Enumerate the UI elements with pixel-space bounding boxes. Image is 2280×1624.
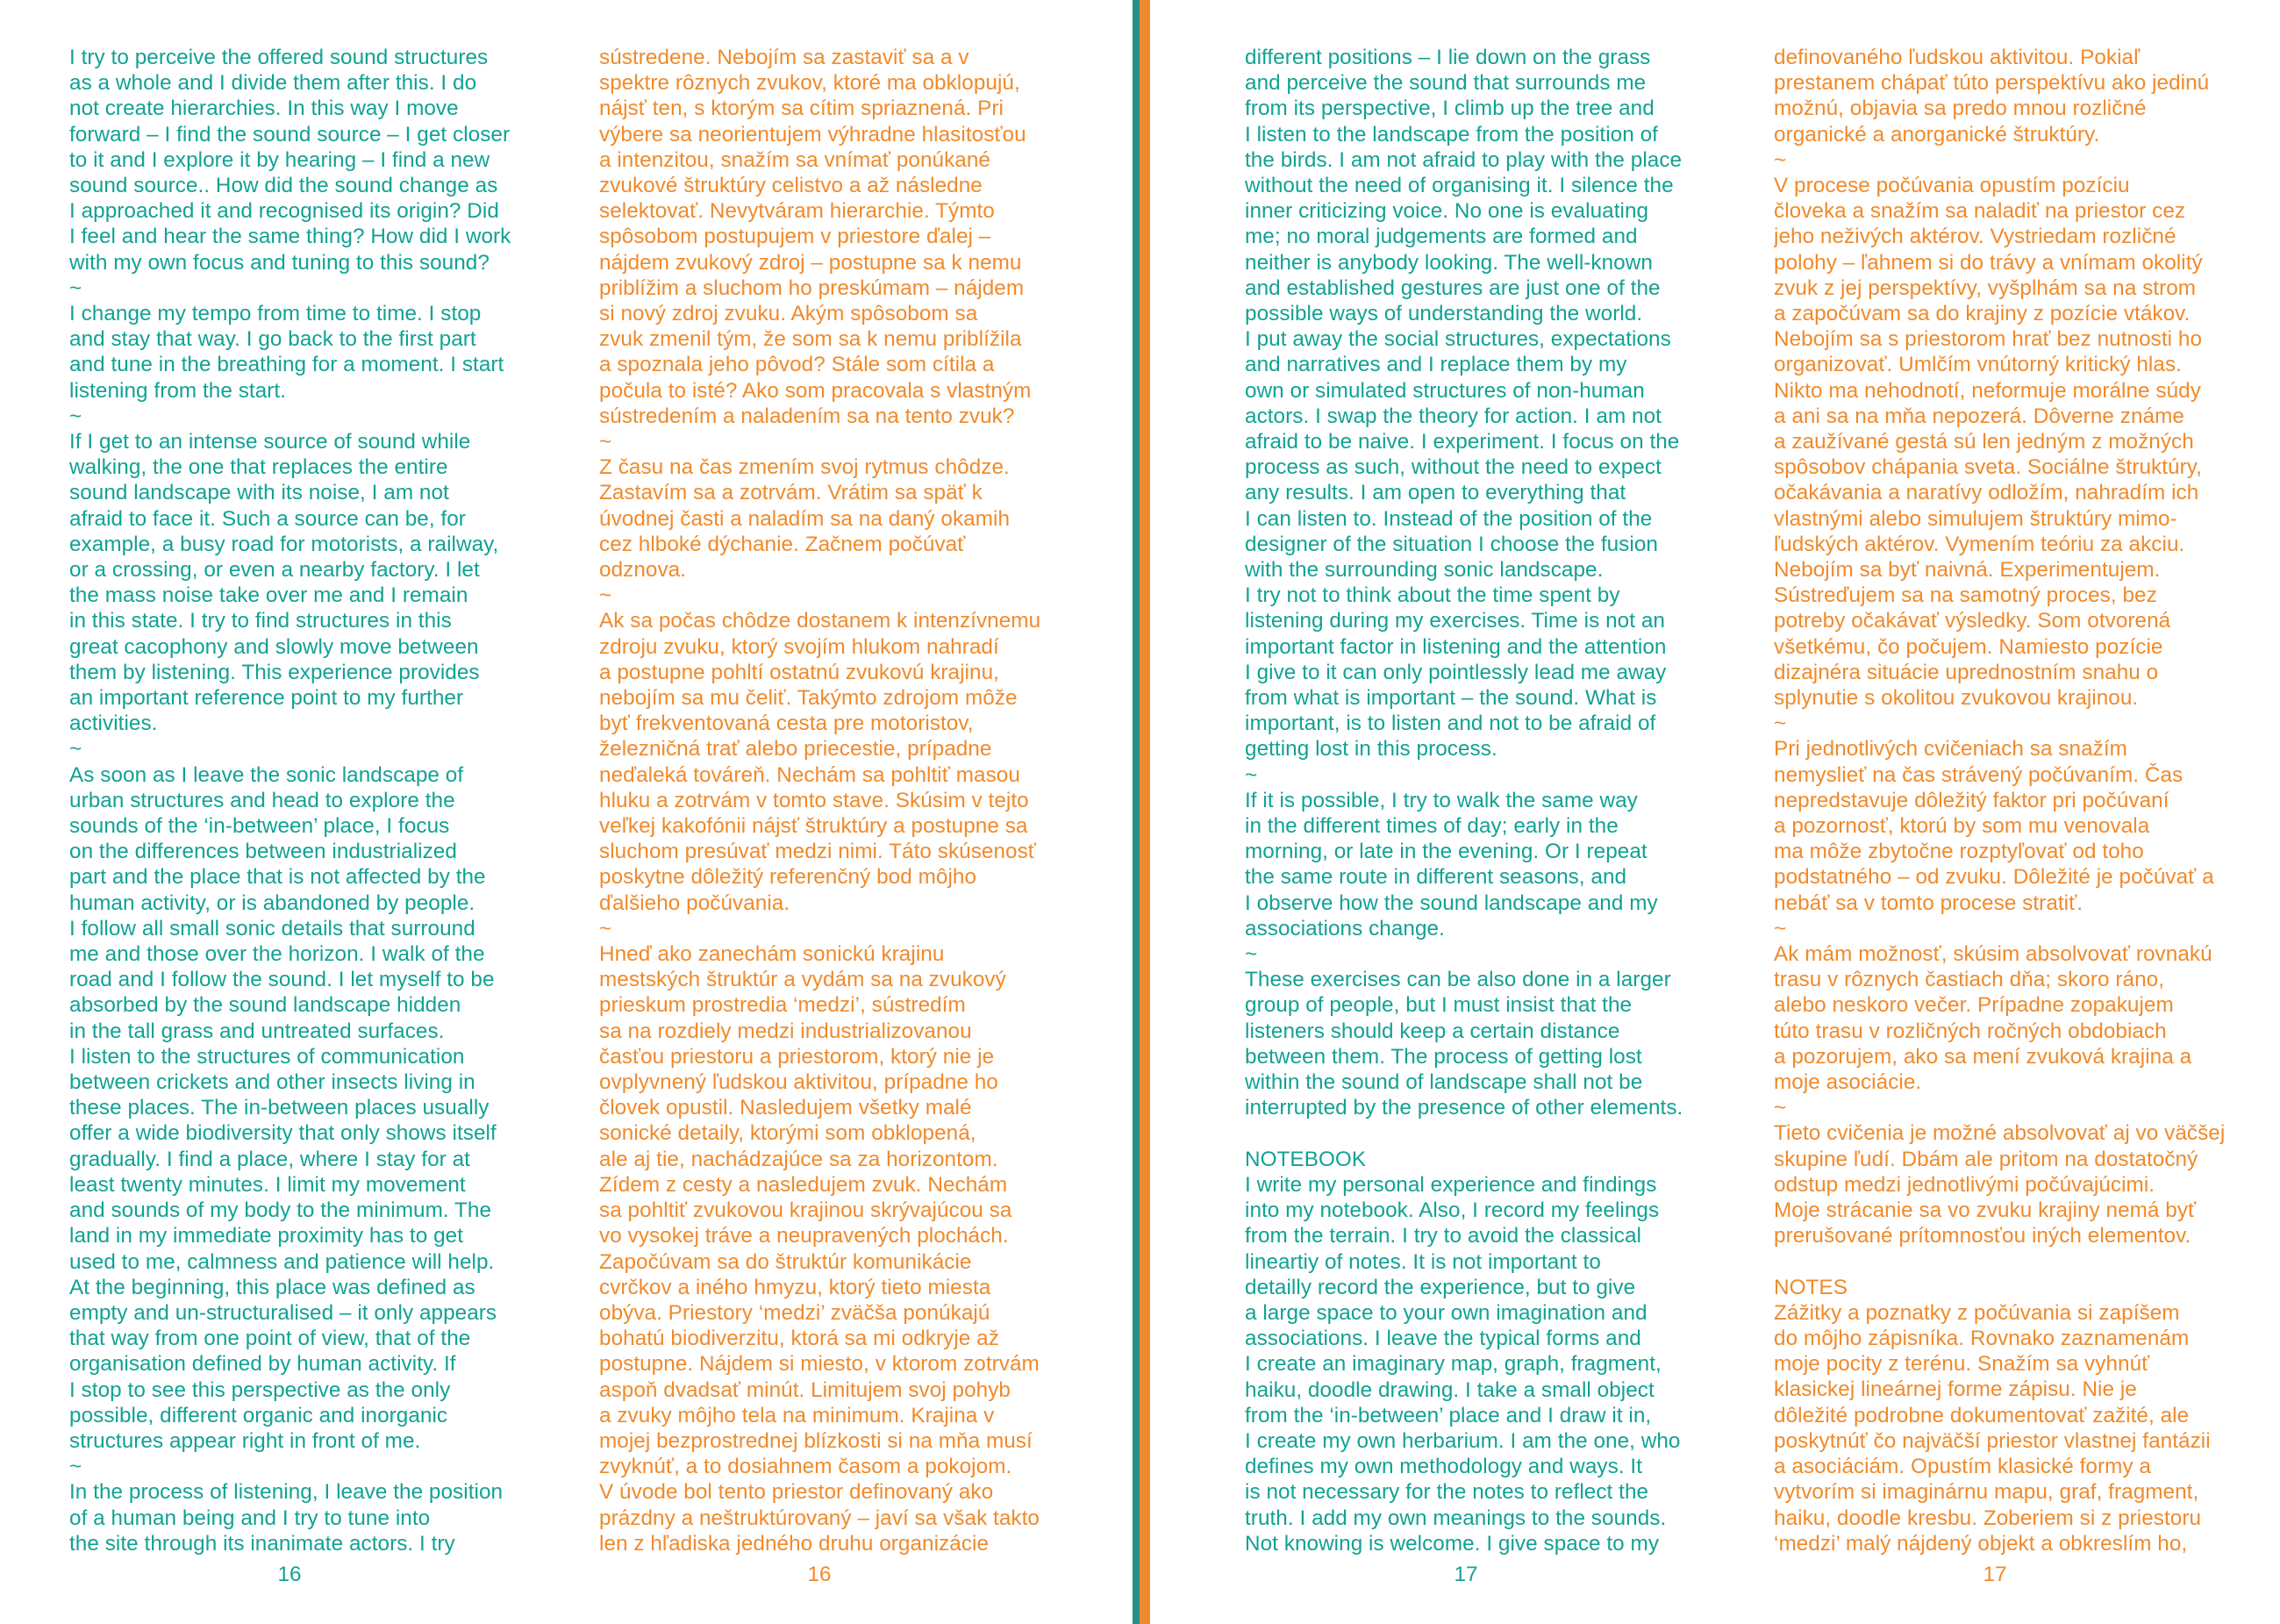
right-page [1145,0,2280,1624]
page-number: 16 [277,1563,302,1586]
paragraph: As soon as I leave the sonic landscape of urban structures and head to explore the sounds of the ‘in-between’ place, I focus on the differences between industrialized part and the place that is not affected by the human activity, or is abandoned by people. I follow all small sonic details that surround me and those over the horizon. I walk of the road and I follow the sound. I let myself to be absorbed by the sound landscape hidden in the tall grass and untreated surfaces. I listen to the structures of communication between crickets and other insects living in these places. The in-between places usually offer a wide biodiversity that only shows itself gradually. I find a place, where I stay for at least twenty minutes. I limit my movement and sounds of my body to the minimum. The land in my immediate proximity has to get used to me, calmness and patience will help. At the beginning, this place was defined as empty and un-structuralised – it only appears that way from one point of view, that of the organisation defined by human activity. If I stop to see this perspective as the only possible, different organic and inorganic structures appear right in front of me. [69,762,497,1453]
paragraph: If I get to an intense source of sound while walking, the one that replaces the entire sound landscape with its noise, I am not afraid to face it. Such a source can be, for example, a busy road for motorists, a railway, or a crossing, or even a nearby factory. I let the mass noise take over me and I remain in this state. I try to find structures in this great cacophony and slowly move between them by listening. This experience provides an important reference point to my further activities. [69,430,499,736]
paragraph: If it is possible, I try to walk the same way in the different times of day; early in the morning, or late in the evening. Or I repeat the same route in different seasons, and I observe how the sound landscape and my associations change. [1245,788,1658,941]
tilde-separator: ~ [1774,712,1787,736]
paragraph: I try to perceive the offered sound structures as a whole and I divide them after this. I do not create hierarchies. In this way I move forward – I find the sound source – I get closer to it and I explore it by hearing – I find a new sound source.. How did the sound change as I approached it and recognised its origin? Did I feel and hear the same thing? How did I work with my own focus and tuning to this sound? [69,46,511,275]
paragraph: Z času na čas zmením svoj rytmus chôdze. Zastavím sa a zotrvám. Vrátim sa späť k úvodnej časti a naladím sa na daný okamih cez hlboké dýchanie. Začnem počúvať odznova. [599,455,1011,583]
page-number: 17 [1454,1563,1478,1586]
paragraph: sústredene. Nebojím sa zastaviť sa a v spektre rôznych zvukov, ktoré ma obklopujú, nájsť ten, s ktorým sa cítim spriaznená. Pri výbere sa neorientujem výhradne hlasitosťou a intenzitou, snažím sa vnímať ponúkané zvukové štruktúry celistvo a až následne selektovať. Nevytváram hierarchie. Týmto spôsobom postupujem v priestore ďalej – nájdem zvukový zdroj – postupne sa k nemu priblížim a sluchom ho preskúmam – nájdem si nový zdroj zvuku. Akým spôsobom sa zvuk zmenil tým, že som sa k nemu priblížila a spoznala jeho pôvod? Stále som cítila a počula to isté? Ako som pracovala s vlastným sústredením a naladením sa na tento zvuk? [599,46,1032,428]
tilde-separator: ~ [69,275,82,300]
paragraph: Ak mám možnosť, skúsim absolvovať rovnakú trasu v rôznych častiach dňa; skoro ráno, alebo neskoro večer. Prípadne zopakujem túto trasu v rozličných ročných obdobiach a pozorujem, ako sa mení zvuková krajina a moje asociácie. [1774,942,2212,1095]
gutter-stripe-teal [1133,0,1140,1624]
tilde-separator: ~ [69,404,82,428]
slovak-column-right [1774,45,2265,1563]
paragraph: Hneď ako zanechám sonickú krajinu mestských štruktúr a vydám sa na zvukový prieskum prostredia ‘medzi’, sústredím sa na rozdiely medzi industrializovanou časťou priestoru a priestorom, ktorý nie je ovplyvnený ľudskou aktivitou, prípadne ho človek opustil. Nasledujem všetky malé sonické detaily, ktorými som obklopená, ale aj tie, nachádzajúce sa za horizontom. Zídem z cesty a nasledujem zvuk. Nechám sa pohltiť zvukovou krajinou skrývajúcou sa vo vysokej tráve a neupravených plochách. Započúvam sa do štruktúr komunikácie cvrčkov a iného hmyzu, ktorý tieto miesta obýva. Priestory ‘medzi’ zväčša ponúkajú bohatú biodiverzitu, ktorá sa mi odkryje až postupne. Nájdem si miesto, v ktorom zotrvám aspoň dvadsať minút. Limitujem svoj pohyb a zvuky môjho tela na minimum. Krajina v mojej bezprostrednej blízkosti si na mňa musí zvyknúť, a to dosiahnem časom a pokojom. V úvode bol tento priestor definovaný ako prázdny a neštruktúrovaný – javí sa však takto len z hľadiska jedného druhu organizácie [599,942,1040,1556]
paragraph: Pri jednotlivých cvičeniach sa snažím nemyslieť na čas strávený počúvaním. Čas nepredstavuje dôležitý faktor pri počúvaní a pozornosť, ktorú by som mu venovala ma môže zbytočne rozptyľovať od toho podstatného – od zvuku. Dôležité je počúvať a nebáť sa v tomto procese stratiť. [1774,737,2214,915]
paragraph: V procese počúvania opustím pozíciu človeka a snažím sa naladiť na priestor cez jeho neživých aktérov. Vystriedam rozličné polohy – ľahnem si do trávy a vnímam okolitý zvuk z jej perspektívy, vyšplhám sa na strom a započúvam sa do krajiny z pozície vtákov. Nebojím sa s priestorom hrať bez nutnosti ho organizovať. Umlčím vnútorný kritický hlas. Nikto ma nehodnotí, neformuje morálne súdy a ani sa na mňa nepozerá. Dôverne známe a zaužívané gestá sú len jedným z možných spôsobov chápania sveta. Sociálne štruktúry, očakávania a naratívy odložím, nahradím ich vlastnými alebo simulujem štruktúry mimo- ľudských aktérov. Vymením teóriu za akciu. Nebojím sa byť naivná. Experimentujem. Sústreďujem sa na samotný proces, bez potreby očakávať výsledky. Som otvorená všetkému, čo počujem. Namiesto pozície dizajnéra situácie uprednostním snahu o splynutie s okolitou zvukovou krajinou. [1774,174,2203,711]
tilde-separator: ~ [69,1455,82,1479]
tilde-separator: ~ [599,583,612,608]
paragraph: Ak sa počas chôdze dostanem k intenzívnemu zdroju zvuku, ktorý svojím hlukom nahradí a postupne pohltí ostatnú zvukovú krajinu, nebojím sa mu čeliť. Takýmto zdrojom môže byť frekventovaná cesta pre motoristov, železničná trať alebo priecestie, prípadne neďaleká továreň. Nechám sa pohltiť masou hluku a zotrvám v tomto stave. Skúsim v tejto veľkej kakofónii nájsť štruktúry a postupne sa sluchom presúvať medzi nimi. Táto skúsenosť poskytne dôležitý referenčný bod môjho ďalšieho počúvania. [599,609,1041,915]
paragraph: Tieto cvičenia je možné absolvovať aj vo väčšej skupine ľudí. Dbám ale pritom na dostatočný odstup medzi jednotlivými počúvajúcimi. Moje strácanie sa vo zvuku krajiny nemá byť prerušované prítomnosťou iných elementov. [1774,1121,2226,1248]
tilde-separator: ~ [599,916,612,941]
paragraph: different positions – I lie down on the grass and perceive the sound that surrounds me from its perspective, I climb up the tree and I listen to the landscape from the position of the birds. I am not afraid to play with the place without the need of organising it. I silence the inner criticizing voice. No one is evaluating me; no moral judgements are formed and neither is anybody looking. The well-known and established gestures are just one of the possible ways of understanding the world. I put away the social structures, expectations and narratives and I replace them by my own or simulated structures of non-human actors. I swap the theory for action. I am not afraid to be naive. I experiment. I focus on the process as such, without the need to expect any results. I am open to everything that I can listen to. Instead of the position of the designer of the situation I choose the fusion with the surrounding sonic landscape. I try not to think about the time spent by listening during my exercises. Time is not an important factor in listening and the attention I give to it can only pointlessly lead me away from what is important – the sound. What is important, is to listen and not to be afraid of getting lost in this process. [1245,46,1683,762]
tilde-separator: ~ [69,737,82,762]
tilde-separator: ~ [1245,762,1258,787]
paragraph: Zážitky a poznatky z počúvania si zapíšem do môjho zápisníka. Rovnako zaznamenám moje pocity z terénu. Snažím sa vyhnúť klasickej lineárnej forme zápisu. Nie je dôležité podrobne dokumentovať zažité, ale poskytnúť čo najväčší priestor vlastnej fantázii a asociáciám. Opustím klasické formy a vytvorím si imaginárnu mapu, graf, fragment, haiku, doodle kresbu. Zoberiem si z priestoru ‘medzi’ malý nájdený objekt a obkreslím ho, [1774,1300,2211,1556]
page-number: 16 [807,1563,832,1586]
section-heading: NOTEBOOK [1245,1147,1367,1171]
tilde-separator: ~ [1774,1096,1787,1120]
tilde-separator: ~ [1774,916,1787,941]
paragraph: In the process of listening, I leave the position of a human being and I try to tune into the site through its inanimate actors. I try [69,1480,504,1556]
left-page [0,0,1135,1624]
section-heading: NOTES [1774,1275,1848,1299]
paragraph: I change my tempo from time to time. I stop and stay that way. I go back to the first part and tune in the breathing for a moment. I start listening from the start. [69,302,504,403]
paragraph: I write my personal experience and findings into my notebook. Also, I record my feelings from the terrain. I try to avoid the classical lineartiy of notes. It is not important to detailly record the experience, but to give a large space to your own imagination and associations. I leave the typical forms and I create an imaginary map, graph, fragment, haiku, doodle drawing. I take a small object from the ‘in-between’ place and I draw it in, I create my own herbarium. I am the one, who defines my own methodology and ways. It is not necessary for the notes to reflect the truth. I add my own meanings to the sounds. Not knowing is welcome. I give space to my [1245,1172,1681,1556]
english-column-right [1245,45,1736,1563]
tilde-separator: ~ [1245,942,1258,967]
paragraph: These exercises can be also done in a larger group of people, but I must insist that the listeners should keep a certain distance between them. The process of getting lost within the sound of landscape shall not be interrupted by the presence of other elements. [1245,968,1683,1120]
paragraph: definovaného ľudskou aktivitou. Pokiaľ prestanem chápať túto perspektívu ako jedinú možnú, objavia sa predo mnou rozličné organické a anorganické štruktúry. [1774,46,2210,147]
page-number: 17 [1983,1563,2007,1586]
english-column-left [69,45,561,1563]
slovak-column-left [599,45,1090,1563]
tilde-separator: ~ [1774,147,1787,172]
tilde-separator: ~ [599,430,612,454]
